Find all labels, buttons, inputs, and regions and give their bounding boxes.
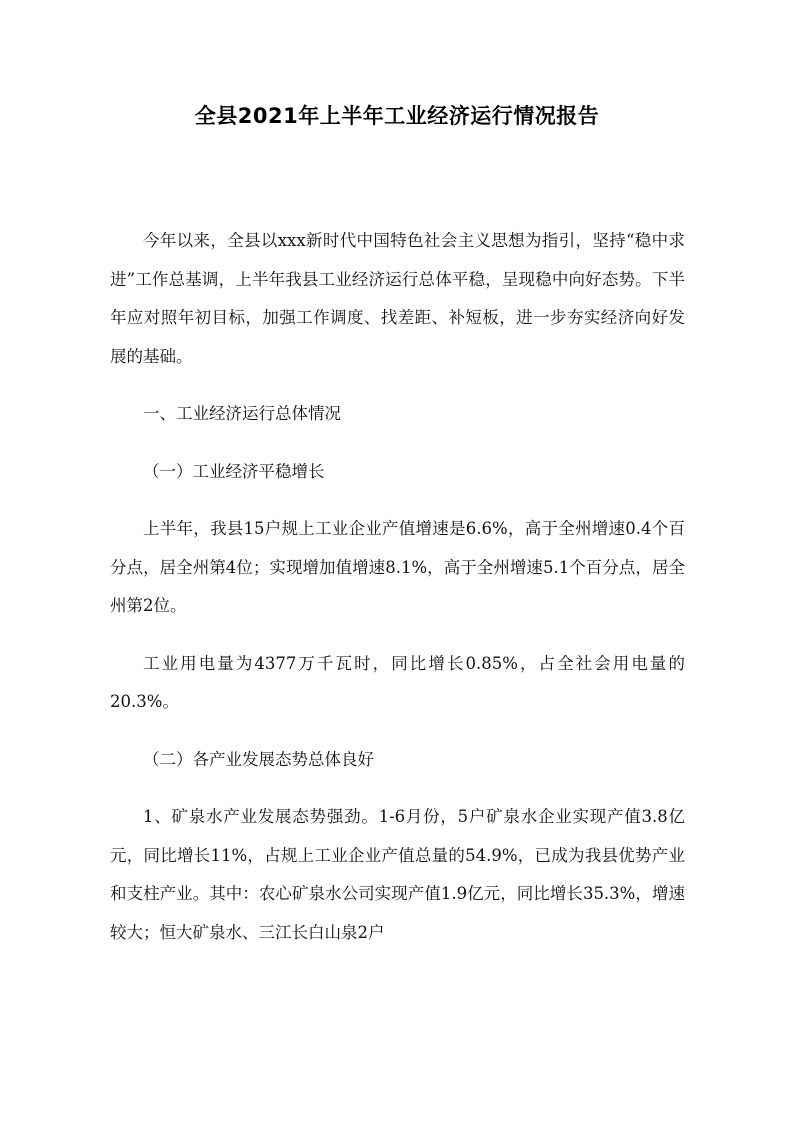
subsection-heading-2: （二）各产业发展态势总体良好 — [143, 749, 374, 769]
document-body — [110, 222, 685, 971]
section-heading-1: 一、工业经济运行总体情况 — [143, 404, 341, 423]
document-title: 全县2021年上半年工业经济运行情况报告 — [194, 104, 600, 128]
intro-paragraph: 今年以来，全县以xxx新时代中国特色社会主义思想为指引，坚持“稳中求进”工作总基调，上半年我县工业经济运行总体平稳，呈现稳中向好态势。下半年应对照年初目标，加强工作调度、找差距、补短板，进一步夯实经济向好发展的基础。 — [110, 231, 685, 366]
output-growth-paragraph: 上半年，我县15户规上工业企业产值增速是6.6%，高于全州增速0.4个百分点，居全州第4位；实现增加值增速8.1%，高于全州增速5.1个百分点，居全州第2位。 — [110, 519, 685, 615]
subsection-heading-1: （一）工业经济平稳增长 — [143, 461, 325, 481]
mineral-water-paragraph: 1、矿泉水产业发展态势强劲。1-6月份，5户矿泉水企业实现产值3.8亿元，同比增长11%，占规上工业企业产值总量的54.9%，已成为我县优势产业和支柱产业。其中：农心矿泉水公司实现产值1.9亿元，同比增长35.3%，增速较大；恒大矿泉水、三江长白山泉2户 — [110, 807, 685, 942]
electricity-paragraph: 工业用电量为4377万千瓦时，同比增长0.85%，占全社会用电量的20.3%。 — [110, 653, 685, 711]
